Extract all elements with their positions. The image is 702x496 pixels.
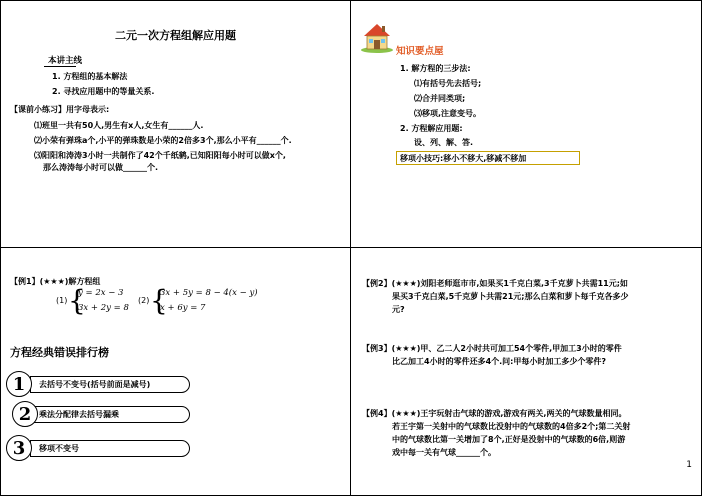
- knowledge-item-3: ⑵合并同类项;: [414, 94, 466, 103]
- system2-brace: {: [150, 284, 168, 317]
- warmup-label: 【课前小练习】用字母表示:: [10, 105, 110, 114]
- system2-eq1: 3x + 5y = 8 − 4(x − y): [160, 288, 258, 298]
- warmup-item-3-cont: 那么涛涛每小时可以做______个.: [43, 163, 159, 172]
- system1-brace: {: [68, 284, 86, 317]
- errors-title: 方程经典错误排行榜: [10, 346, 109, 359]
- example4-line-3: 中的气球数比第一关增加了8个,正好是没射中的气球数的6倍,则游: [392, 435, 626, 444]
- knowledge-item-5: 2. 方程解应用题:: [400, 124, 463, 133]
- main-line-underline: [44, 66, 76, 67]
- error-item-1: 去括号不变号(括号前面是减号): [30, 376, 190, 393]
- error-item-2: 乘法分配律去括号漏乘: [30, 406, 190, 423]
- error-number-1: 1: [6, 371, 32, 397]
- vertical-divider: [350, 0, 351, 496]
- page-number: 1: [686, 460, 692, 470]
- knowledge-title: 知识要点屋: [396, 46, 444, 57]
- main-item-2: 2. 寻找应用题中的等量关系.: [52, 87, 155, 96]
- example3-line-2: 比乙加工4小时的零件还多4个.问:甲每小时加工多少个零件?: [392, 357, 607, 366]
- system2-eq2: x + 6y = 7: [160, 303, 206, 313]
- tip-box: 移项小技巧:移小不移大,移减不移加: [396, 151, 580, 165]
- example2-line-1: 【例2】(★★★)刘阳老师逛市市,如果买1千克白菜,3千克萝卜共需11元;如: [362, 279, 628, 288]
- system1-eq1: y = 2x − 3: [78, 288, 124, 298]
- system2-label: (2): [138, 296, 150, 305]
- example2-line-3: 元?: [392, 305, 405, 314]
- system1-label: (1): [56, 296, 68, 305]
- knowledge-item-4: ⑶移项,注意变号。: [414, 109, 482, 118]
- error-item-3: 移项不变号: [30, 440, 190, 457]
- house-icon: [360, 20, 394, 54]
- slide1-title: 二元一次方程组解应用题: [115, 29, 236, 42]
- example2-line-2: 果买3千克白菜,5千克萝卜共需21元;那么白菜和萝卜每千克各多少: [392, 292, 629, 301]
- knowledge-item-2: ⑴有括号先去括号;: [414, 79, 482, 88]
- warmup-item-1: ⑴班里一共有50人,男生有x人,女生有______人.: [34, 121, 204, 130]
- example4-line-4: 戏中每一关有气球______个。: [392, 448, 496, 457]
- example4-line-1: 【例4】(★★★)王宇玩射击气球的游戏,游戏有两关,两关的气球数量相同。: [362, 409, 627, 418]
- example1-label: 【例1】(★★★)解方程组: [10, 277, 101, 286]
- warmup-item-2: ⑵小荣有弹珠a个,小平的弹珠数是小荣的2倍多3个,那么小平有______个.: [34, 136, 292, 145]
- example4-line-2: 若王宇第一关射中的气球数比没射中的气球数的4倍多2个;第二关射: [392, 422, 631, 431]
- warmup-item-3: ⑶阳阳和涛涛3小时一共制作了42个千纸鹤,已知阳阳每小时可以做x个,: [34, 151, 286, 160]
- example3-line-1: 【例3】(★★★)甲、乙二人2小时共可加工54个零件,甲加工3小时的零件: [362, 344, 622, 353]
- horizontal-divider: [0, 247, 702, 248]
- error-number-3: 3: [6, 435, 32, 461]
- knowledge-item-6: 设、列、解、答.: [414, 138, 474, 147]
- main-line-label: 本讲主线: [48, 56, 83, 66]
- error-number-2: 2: [12, 401, 38, 427]
- knowledge-item-1: 1. 解方程的三步法:: [400, 64, 471, 73]
- system1-eq2: 3x + 2y = 8: [78, 303, 129, 313]
- main-item-1: 1. 方程组的基本解法: [52, 72, 128, 81]
